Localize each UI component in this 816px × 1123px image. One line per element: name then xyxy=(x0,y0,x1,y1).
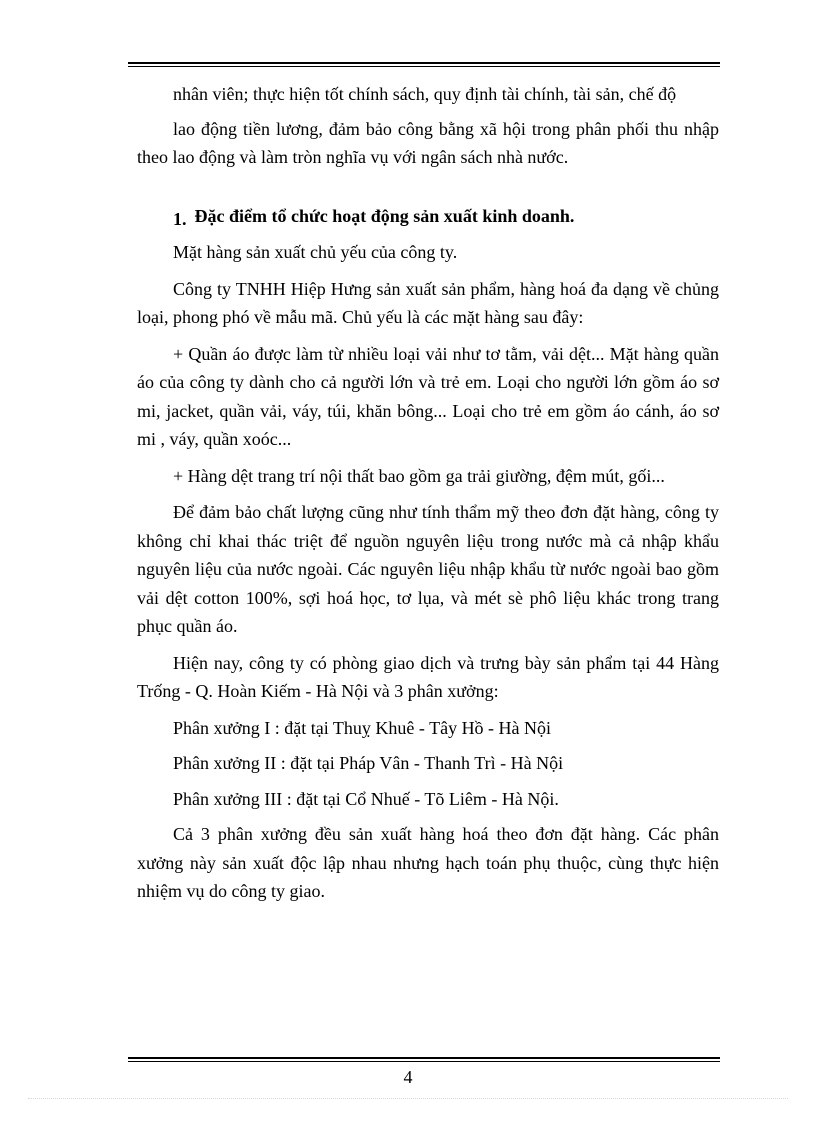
paragraph: Để đảm bảo chất lượng cũng như tính thẩm mỹ theo đơn đặt hàng, công ty không chỉ khai thác triệt để nguồn nguyên liệu trong nước mà cả nhập khẩu nguyên liệu của nước ngoài. Các nguyên liệu nhập khẩu từ nước ngoài bao gồm vải dệt cotton 100%, sợi hoá học, tơ lụa, và mét sè phô liệu khác trong trang phục quần áo. xyxy=(137,502,719,636)
workshop-item: Phân xưởng II : đặt tại Pháp Vân - Thanh Trì - Hà Nội xyxy=(173,753,564,773)
paragraph: nhân viên; thực hiện tốt chính sách, quy định tài chính, tài sản, chế độ xyxy=(173,84,677,104)
section-title: Đặc điểm tổ chức hoạt động sản xuất kinh doanh. xyxy=(194,205,575,226)
paragraph: Cả 3 phân xưởng đều sản xuất hàng hoá theo đơn đặt hàng. Các phân xưởng này sản xuất độc lập nhau nhưng hạch toán phụ thuộc, cùng thực hiện nhiệm vụ do công ty giao. xyxy=(137,824,719,901)
workshop-item: Phân xưởng I : đặt tại Thuỵ Khuê - Tây Hồ - Hà Nội xyxy=(173,717,552,738)
list-item: + Quần áo được làm từ nhiều loại vải như tơ tằm, vải dệt... Mặt hàng quần áo của công ty dành cho cả người lớn và trẻ em. Loại cho người lớn gồm áo sơ mi, jacket, quần vải, váy, túi, khăn bông... Loại cho trẻ em gồm áo cánh, áo sơ mi , váy, quần xoóc... xyxy=(137,343,719,449)
paragraph: Mặt hàng sản xuất chủ yếu của công ty. xyxy=(173,242,458,262)
header-rule xyxy=(128,62,720,67)
page-number: 4 xyxy=(403,1067,413,1087)
section-heading xyxy=(137,202,719,231)
page-edge xyxy=(28,1098,788,1099)
section-number: 1. xyxy=(173,208,187,229)
workshop-item: Phân xưởng III : đặt tại Cổ Nhuế - Tõ Liêm - Hà Nội. xyxy=(173,788,559,809)
footer-rule xyxy=(128,1057,720,1062)
paragraph: lao động tiền lương, đảm bảo công bằng xã hội trong phân phối thu nhập theo lao động và làm tròn nghĩa vụ với ngân sách nhà nước. xyxy=(137,118,719,167)
paragraph: Công ty TNHH Hiệp Hưng sản xuất sản phẩm, hàng hoá đa dạng về chủng loại, phong phó về mẫu mã. Chủ yếu là các mặt hàng sau đây: xyxy=(137,278,719,327)
paragraph: Hiện nay, công ty có phòng giao dịch và trưng bày sản phẩm tại 44 Hàng Trống - Q. Hoàn Kiếm - Hà Nội và 3 phân xưởng: xyxy=(137,652,719,701)
page-body xyxy=(137,80,719,914)
list-item: + Hàng dệt trang trí nội thất bao gồm ga trải giường, đệm mút, gối... xyxy=(173,465,665,486)
